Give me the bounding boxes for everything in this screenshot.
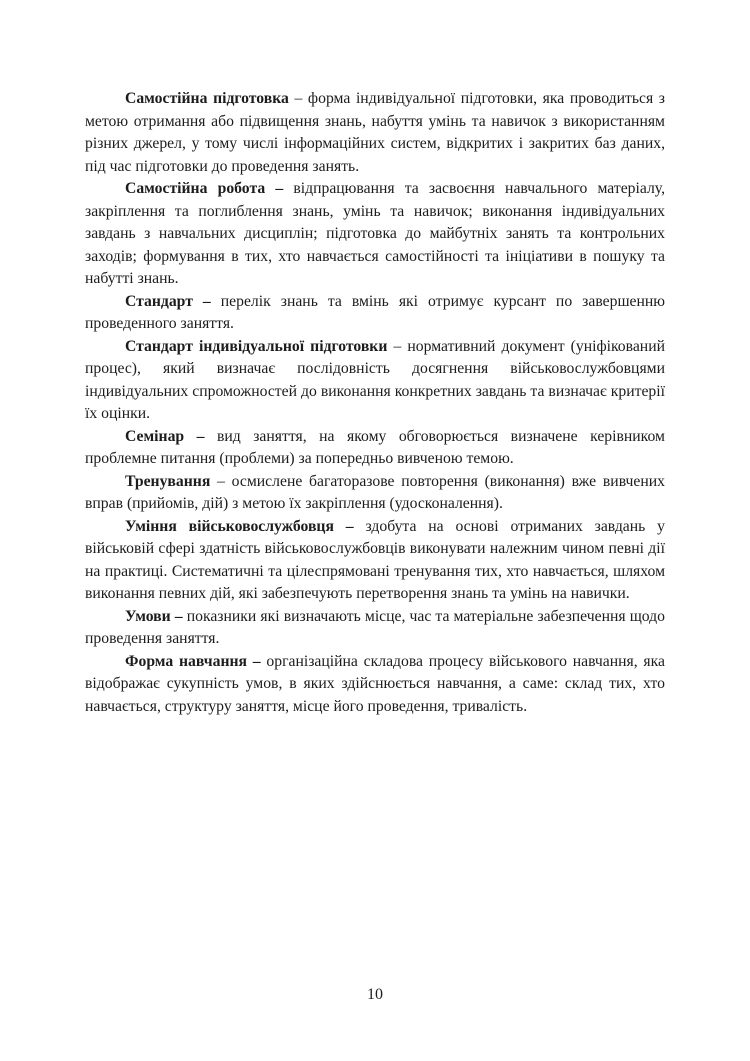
definition-text: здобута на основі отриманих завдань у військовій сфері здатність військовослужбовців виконувати належним чином певні дії на практиці. Систематичні та цілеспрямовані тренування тих, хто навчається, шляхом виконання певних дій, які забезпечують перетворення знань та умінь на навички. [85,517,665,602]
page-body [85,88,665,718]
definition-paragraph [85,516,665,606]
definition-text: організаційна складова процесу військового навчання, яка відображає сукупність умов, в яких здійснюється навчання, а саме: склад тих, хто навчається, структуру заняття, місце його проведення, тривалість. [85,652,665,715]
definition-term: Тренування [125,472,211,490]
definition-paragraph [85,426,665,471]
definition-term: Самостійна робота – [125,180,284,197]
definition-text: – форма індивідуальної підготовки, яка проводиться з метою отримання або підвищення знань, набуття умінь та навичок з використанням різних джерел, у тому числі інформаційних систем, відкритих і закритих баз даних, під час підготовки до проведення занять. [85,90,665,175]
definition-term: Уміння військовослужбовця – [125,517,354,535]
definition-term: Стандарт індивідуальної підготовки [125,337,388,355]
definition-text: відпрацювання та засвоєння навчального матеріалу, закріплення та поглиблення знань, умінь та навичок; виконання індивідуальних завдань з навчальних дисциплін; підготовка до майбутніх занять та контрольних заходів; формування в тих, хто навчається самостійності та ініціативи в пошуку та набутті знань. [85,180,665,287]
definition-term: Семінар – [125,427,205,445]
definition-term: Самостійна підготовка [125,90,289,107]
definition-text: перелік знань та вмінь які отримує курсант по завершенню проведенного заняття. [85,292,666,332]
definition-paragraph [85,471,665,516]
definition-paragraph [85,606,665,651]
page-number: 10 [367,986,383,1003]
definition-paragraph [85,651,665,719]
definition-term: Умови – [125,607,183,625]
definition-text: вид заняття, на якому обговорюється визначене керівником проблемне питання (проблеми) за попередньо вивченою темою. [85,427,665,467]
definition-text: – осмислене багаторазове повторення (виконання) вже вивчених вправ (прийомів, дій) з метою їх закріплення (удосконалення). [85,472,665,512]
definition-text: – нормативний документ (уніфікований процес), який визначає послідовність досягнення військовослужбовцями індивідуальних спроможностей до виконання конкретних завдань та визначає критерії їх оцінки. [85,337,665,422]
definition-text: показники які визначають місце, час та матеріальне забезпечення щодо проведення заняття. [85,607,665,647]
definition-paragraph [85,336,665,426]
definition-paragraph [85,88,665,178]
definition-term: Форма навчання – [125,652,261,670]
definition-paragraph [85,291,665,336]
definition-paragraph [85,178,665,291]
definition-term: Стандарт – [125,292,211,310]
